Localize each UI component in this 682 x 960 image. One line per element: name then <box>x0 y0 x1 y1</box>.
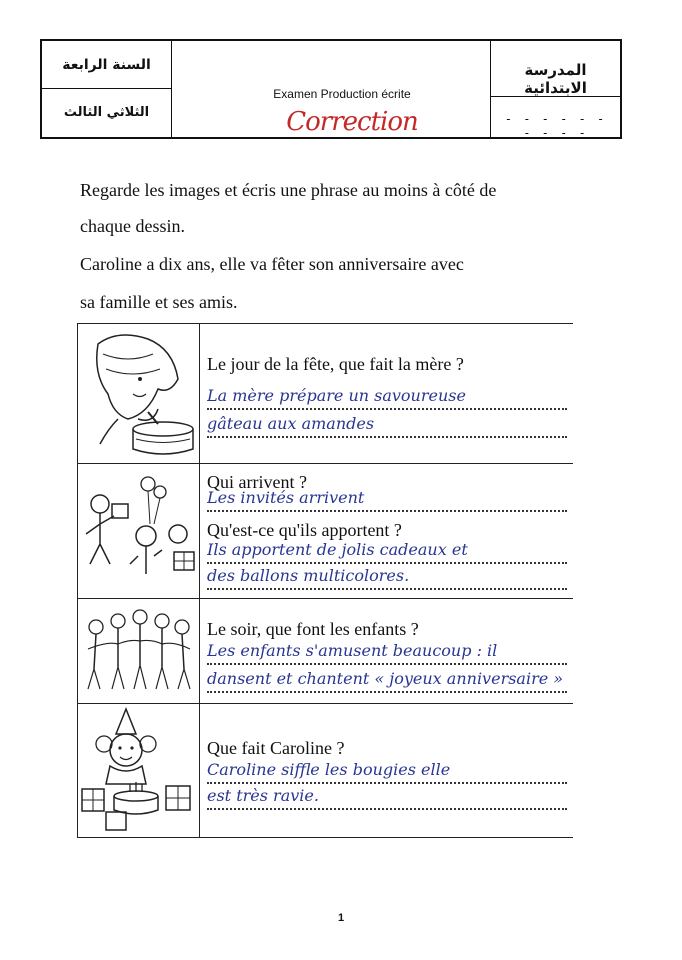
answer-line: Les invités arrivent <box>207 488 567 512</box>
answer-line: Les enfants s'amusent beaucoup : il <box>207 641 567 665</box>
answer-line: dansent et chantent « joyeux anniversaire » <box>207 669 567 693</box>
instruction-line-3: Caroline a dix ans, elle va fêter son anniversaire avec <box>80 254 464 274</box>
exam-header <box>40 39 622 139</box>
question-who-arrives: Qui arrivent ? <box>207 472 307 492</box>
exam-title: Examen Production écrite <box>273 87 411 101</box>
year-cell <box>42 41 172 89</box>
year-label: السنة الرابعة <box>62 57 151 73</box>
answer-line: Ils apportent de jolis cadeaux et <box>207 540 567 564</box>
page-number: 1 <box>337 912 345 924</box>
question-caroline: Que fait Caroline ? <box>207 738 345 758</box>
table-row <box>77 463 573 598</box>
instruction-line-4: sa famille et ses amis. <box>80 292 238 312</box>
school-name-cell <box>490 97 620 140</box>
row-image-cell <box>77 599 200 703</box>
row-image-cell <box>77 324 200 463</box>
question-children-evening: Le soir, que font les enfants ? <box>207 619 419 639</box>
children-with-gifts-icon <box>78 464 199 597</box>
children-dancing-icon <box>78 599 199 702</box>
caroline-birthday-icon <box>78 704 199 836</box>
mother-decorating-cake-icon <box>78 324 199 462</box>
table-row <box>77 598 573 703</box>
school-label: المدرسة الابتدائية <box>524 61 587 97</box>
answer-line: La mère prépare un savoureuse <box>207 386 567 410</box>
answer-line: des ballons multicolores. <box>207 566 567 590</box>
exercise-table <box>77 323 573 838</box>
trimester-cell <box>42 89 172 137</box>
question-mother: Le jour de la fête, que fait la mère ? <box>207 354 464 374</box>
instruction-line-1: Regarde les images et écris une phrase au moins à côté de <box>80 180 497 200</box>
answer-line: gâteau aux amandes <box>207 414 567 438</box>
correction-label: Correction <box>286 107 418 137</box>
school-name-blank: - - - - - - - - - - <box>504 112 607 140</box>
question-what-they-bring: Qu'est-ce qu'ils apportent ? <box>207 520 402 540</box>
answer-line: Caroline siffle les bougies elle <box>207 760 567 784</box>
table-bottom-border <box>77 837 573 838</box>
instruction-line-2: chaque dessin. <box>80 216 185 236</box>
table-row <box>77 703 573 837</box>
school-cell <box>490 41 620 97</box>
row-image-cell <box>77 464 200 598</box>
table-row <box>77 323 573 463</box>
trimester-label: الثلاثي الثالث <box>63 105 150 120</box>
row-image-cell <box>77 704 200 837</box>
answer-line: est très ravie. <box>207 786 567 810</box>
